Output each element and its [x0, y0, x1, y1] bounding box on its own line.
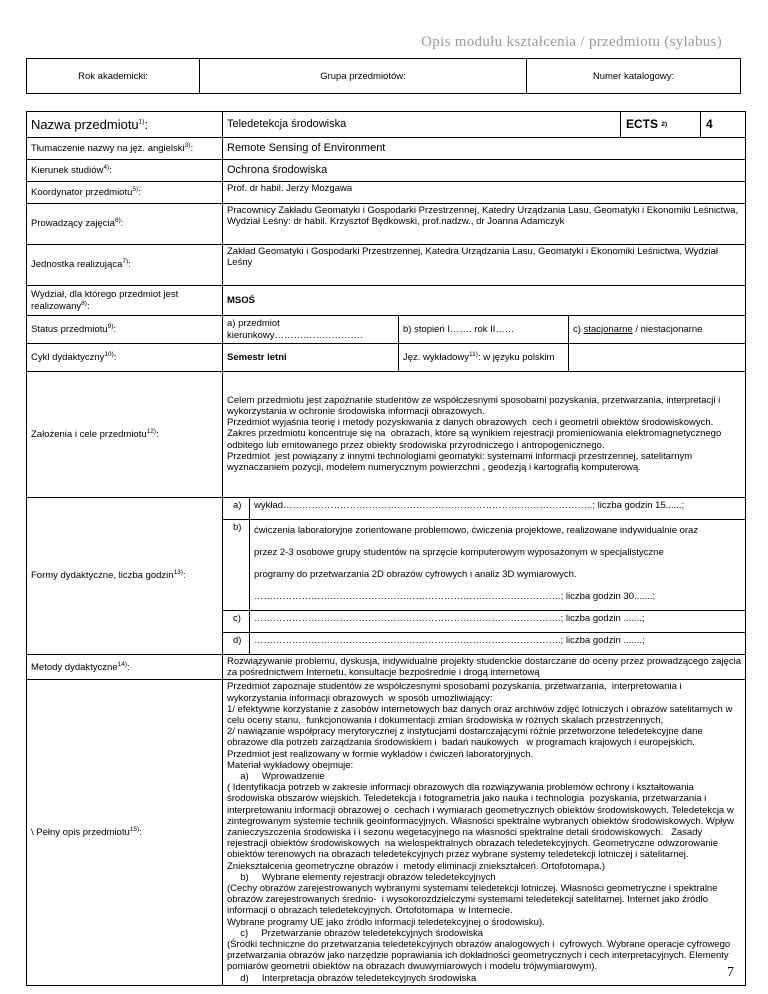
jezyk-wykladowy: Jęz. wykładowy$^{11)}$: w języku polskim: [399, 344, 569, 372]
row-prowadzacy: Prowadzący zajęcia$^{6)}$: Pracownicy Zakładu Geomatyki i Gospodarki Przestrzennej, Katedry Urządzania Lasu, Geomatyki i Ekonomiki Leśnictwa, Wydział Leśny: dr habil. Krzysztof Będkowski, prof.nadzw., dr Joanna Adamczyk: [27, 204, 746, 245]
forma-c: c) …………………………………………………………………………………….; liczba godzin .......;: [223, 611, 745, 633]
pelny-opis-text: Przedmiot zapoznaje studentów ze współczesnymi sposobami pozyskania, przetwarzania, interpretowania i wykorzystania informacji obrazowych w sposób umożliwiający: 1/ efektywne korzystanie z zasobów internetowych baz danych oraz archiwów zdjęć lotniczych i obrazów satelitarnych w celu oceny stanu, funkcjonowania i dokumentacji zmian środowiska w różnych skalach przestrzennych, 2/ nawiązanie współpracy merytorycznej z instytucjami dostarczającymi różnie przetworzone teledetekcyjne dane obrazowe dla potrzeb zarządzania środowiskiem i badań naukowych w programach krajowych i europejskich. Przedmiot jest realizowany w formie wykładów i ćwiczeń laboratoryjnych. Materiał wykładowy obejmuje: a) Wprowadzenie ( Identyfikacja potrzeb w zakresie informacji obrazowych dla rozwiązywania problemów ochrony i kształtowania środowiska obszarów wiejskich. Teledetekcja i fotogrametria jako nauka i technologia pozyskania, przetwarzania i interpretowaniu informacji obrazowej o cechach i wymiarach geometrycznych obiektów środowiskowych. Teledetekcja w zintegrowanym systemie technik geoinformacyjnych. Własności spektralne wybranych obiektów środowiskowych. Wpływ zanieczyszczenia środowiska i i sezonu wegetacyjnego na własności spektralne detali środowiskowych. Zasady rejestracji obiektów środowiskowych na wielospektralnych obrazach teledetekcyjnych. Geometryczne odwzorowanie obiektów terenowych na obrazach teledetekcyjnych przez wybrane systemy teledetekcji lotniczej i satelitarnej. Zniekształcenia geometryczne obrazów i metody eliminacji zniekształceń. Ortofotomapa.) b) Wybrane elementy rejestracji obrazów teledetekcyjnych (Cechy obrazów zarejestrowanych wybranymi systemami teledetekcji lotniczej. Własności geometryczne i spektralne obrazów zarejestrowanych średnio- i wysokorozdzielczymi systemami teledetekcji satelitarnej. Internet jako źródło informacji o obrazach teledetekcyjnych. Ortofotomapa w Internecie. Wybrane programy UE jako źródło informacji teledetekcyjnej o środowisku). c) Przetwarzanie obrazów teledetekcyjnych środowiska (Środki techniczne do przetwarzania teledetekcyjnych obrazów analogowych i cyfrowych. Wybrane operacje cyfrowego przetwarzania obrazów jako narzędzie poprawiania ich dokładności geometrycznych i cech interpretacyjnych. Elementy pomiarów geometrii obiektów na obrazach dwuwymiarowych i modelu trójwymiarowym). d) Interpretacja obrazów teledetekcyjnych środowiska: [227, 681, 734, 984]
top-bar: [26, 58, 741, 94]
zalozenia-text: Celem przedmiotu jest zapoznanie studentów ze współczesnymi sposobami pozyskania, przetwarzania, interpretacji i wykorzystania w ochronie środowiska informacji obrazowych. Przedmiot wyjaśnia teorię i metody pozyskiwania z danych obrazowych cech i geometrii obiektów środowiskowych. Zakres przedmiotu koncentruje się na obrazach, które są wynikiem rejestracji promieniowania elektromagnetycznego odbitego lub emitowanego przez obiekty środowiska przyrodniczego i antropogenicznego. Przedmiot jest powiązany z innymi technologiami geomatyki: systemami informacji przestrzennej, satelitarnym wyznaczaniem pozycji, modelem numerycznym powierzchni , geodezją i kartografią komputerową.: [227, 394, 722, 473]
numer-katalogowy-label: Numer katalogowy:: [592, 70, 675, 82]
kierunek-value: Ochrona środowiska: [223, 160, 746, 182]
row-wydzial: Wydział, dla którego przedmiot jest realizowany$^{8)}$: MSOŚ: [27, 286, 746, 316]
row-metody: Metody dydaktyczne$^{14)}$: Rozwiązywanie problemu, dyskusja, indywidualne projekty studenckie dostarczane do oceny przez prowadzącego zajęcia za pośrednictwem Internetu, konsultacje bezpośrednie i drogą internetową: [27, 655, 746, 680]
document-title: Opis modułu kształcenia / przedmiotu (sylabus): [421, 34, 722, 50]
grupa-przedmiotow-label: Grupa przedmiotów:: [200, 59, 527, 93]
wydzial-value: MSOŚ: [223, 286, 746, 316]
page-number: 7: [727, 965, 734, 980]
nazwa-label: Nazwa przedmiotu$^{1)}$:: [27, 112, 223, 138]
metody-text: Rozwiązywanie problemu, dyskusja, indywidualne projekty studenckie dostarczane do oceny przez prowadzącego zajęcia za pośrednictwem Internetu, konsultacje bezpośrednie i drogą internetową: [223, 655, 746, 680]
nazwa-value: Teledetekcja środowiska: [227, 117, 347, 130]
status-b: b) stopień I……. rok II……: [399, 316, 569, 344]
rok-akademicki-label: Rok akademicki:: [27, 59, 200, 93]
ects-value: 4: [700, 112, 745, 137]
ects-label: ECTS 2): [620, 112, 700, 137]
status-a: a) przedmiot kierunkowy……………………….: [223, 316, 399, 344]
status-c: c) stacjonarne / niestacjonarne: [569, 316, 746, 344]
syllabus-table: [26, 111, 746, 986]
row-cykl: Cykl dydaktyczny$^{10)}$: Semestr letni Jęz. wykładowy$^{11)}$: w języku polskim: [27, 344, 746, 372]
jednostka-value: Zakład Geomatyki i Gospodarki Przestrzennej, Katedra Urządzania Lasu, Geomatyki i Ekonomiki Leśnictwa, Wydział Leśny: [223, 245, 746, 286]
prowadzacy-value: Pracownicy Zakładu Geomatyki i Gospodarki Przestrzennej, Katedry Urządzania Lasu, Geomatyki i Ekonomiki Leśnictwa, Wydział Leśny: dr habil. Krzysztof Będkowski, prof.nadzw., dr Joanna Adamczyk: [223, 204, 746, 245]
cykl-value: Semestr letni: [223, 344, 399, 372]
row-pelny-opis: \ Pełny opis przedmiotu$^{15)}$: Przedmiot zapoznaje studentów ze współczesnymi sposobami pozyskania, przetwarzania, interpretowania i wykorzystania informacji obrazowych w sposób umożliwiający: 1/ efektywne korzystanie z zasobów internetowych baz danych oraz archiwów zdjęć lotniczych i obrazów satelitarnych w celu oceny stanu, funkcjonowania i dokumentacji zmian środowiska w różnych skalach przestrzennych, 2/ nawiązanie współpracy merytorycznej z instytucjami dostarczającymi różnie przetworzone teledetekcyjne dane obrazowe dla potrzeb zarządzania środowiskiem i badań naukowych w programach krajowych i europejskich. Przedmiot jest realizowany w formie wykładów i ćwiczeń laboratoryjnych. Materiał wykładowy obejmuje: a) Wprowadzenie ( Identyfikacja potrzeb w zakresie informacji obrazowych dla rozwiązywania problemów ochrony i kształtowania środowiska obszarów wiejskich. Teledetekcja i fotogrametria jako nauka i technologia pozyskania, przetwarzania i interpretowaniu informacji obrazowej o cechach i wymiarach geometrycznych obiektów środowiskowych. Teledetekcja w zintegrowanym systemie technik geoinformacyjnych. Własności spektralne wybranych obiektów środowiskowych. Wpływ zanieczyszczenia środowiska i i sezonu wegetacyjnego na własności spektralne detali środowiskowych. Zasady rejestracji obiektów środowiskowych na wielospektralnych obrazach teledetekcyjnych. Geometryczne odwzorowanie obiektów terenowych na obrazach teledetekcyjnych przez wybrane systemy teledetekcji lotniczej i satelitarnej. Zniekształcenia geometryczne obrazów i metody eliminacji zniekształceń. Ortofotomapa.) b) Wybrane elementy rejestracji obrazów teledetekcyjnych (Cechy obrazów zarejestrowanych wybranymi systemami teledetekcji lotniczej. Własności geometryczne i spektralne obrazów zarejestrowanych średnio- i wysokorozdzielczymi systemami teledetekcji satelitarnej. Internet jako źródło informacji o obrazach teledetekcyjnych. Ortofotomapa w Internecie. Wybrane programy UE jako źródło informacji teledetekcyjnej o środowisku). c) Przetwarzanie obrazów teledetekcyjnych środowiska (Środki techniczne do przetwarzania teledetekcyjnych obrazów analogowych i cyfrowych. Wybrane operacje cyfrowego przetwarzania obrazów jako narzędzie poprawiania ich dokładności geometrycznych i cech interpretacyjnych. Elementy pomiarów geometrii obiektów na obrazach dwuwymiarowych i modelu trójwymiarowym). d) Interpretacja obrazów teledetekcyjnych środowiska: [27, 680, 746, 985]
row-nazwa: [27, 112, 746, 138]
row-jednostka: Jednostka realizująca$^{7)}$: Zakład Geomatyki i Gospodarki Przestrzennej, Katedra Urządzania Lasu, Geomatyki i Ekonomiki Leśnictwa, Wydział Leśny: [27, 245, 746, 286]
row-kierunek: Kierunek studiów$^{4)}$: Ochrona środowiska: [27, 160, 746, 182]
row-formy: Formy dydaktyczne, liczba godzin$^{13)}$: a) wykład……………………………………………………………………………………..; liczba godzin 15......; b) ćwiczenia laboratoryjne zorientowane problemowo, ćwiczenia projektowe, realizowane indywidualnie oraz przez 2-3 osobowe grupy studentów na sprzęcie komputerowym wyposażonym w specjalistyczne programy do przetwarzania 2D obrazów cyfrowych i analiz 3D wymiarowych. …………………………………………………………………………………….; liczba godzin 30.......; c) …………………………………………………………………………………….; liczba godzin .......; d) …………………………………………………………………………………….; liczba godzin .......;: [27, 498, 746, 655]
koordynator-value: Prof. dr habil. Jerzy Mozgawa: [223, 182, 746, 204]
forma-b: b) ćwiczenia laboratoryjne zorientowane problemowo, ćwiczenia projektowe, realizowane indywidualnie oraz przez 2-3 osobowe grupy studentów na sprzęcie komputerowym wyposażonym w specjalistyczne programy do przetwarzania 2D obrazów cyfrowych i analiz 3D wymiarowych. …………………………………………………………………………………….; liczba godzin 30.......;: [223, 520, 745, 611]
row-status: Status przedmiotu$^{9)}$: a) przedmiot kierunkowy………………………. b) stopień I……. rok II…… c) stacjonarne / niestacjonarne: [27, 316, 746, 344]
forma-a: a) wykład……………………………………………………………………………………..; liczba godzin 15......;: [223, 498, 745, 520]
row-koordynator: Koordynator przedmiotu$^{5)}$: Prof. dr habil. Jerzy Mozgawa: [27, 182, 746, 204]
tlumaczenie-value: Remote Sensing of Environment: [223, 138, 746, 160]
row-tlumaczenie: Tłumaczenie nazwy na jęz. angielski$^{3)}$: Remote Sensing of Environment: [27, 138, 746, 160]
forma-d: d) …………………………………………………………………………………….; liczba godzin .......;: [223, 633, 745, 654]
row-zalozenia: Założenia i cele przedmiotu$^{12)}$: Celem przedmiotu jest zapoznanie studentów ze współczesnymi sposobami pozyskania, przetwarzania, interpretacji i wykorzystania w ochronie środowiska informacji obrazowych. Przedmiot wyjaśnia teorię i metody pozyskiwania z danych obrazowych cech i geometrii obiektów środowiskowych. Zakres przedmiotu koncentruje się na obrazach, które są wynikiem rejestracji promieniowania elektromagnetycznego odbitego lub emitowanego przez obiekty środowiska przyrodniczego i antropogenicznego. Przedmiot jest powiązany z innymi technologiami geomatyki: systemami informacji przestrzennej, satelitarnym wyznaczaniem pozycji, modelem numerycznym powierzchni , geodezją i kartografią komputerową.: [27, 372, 746, 498]
